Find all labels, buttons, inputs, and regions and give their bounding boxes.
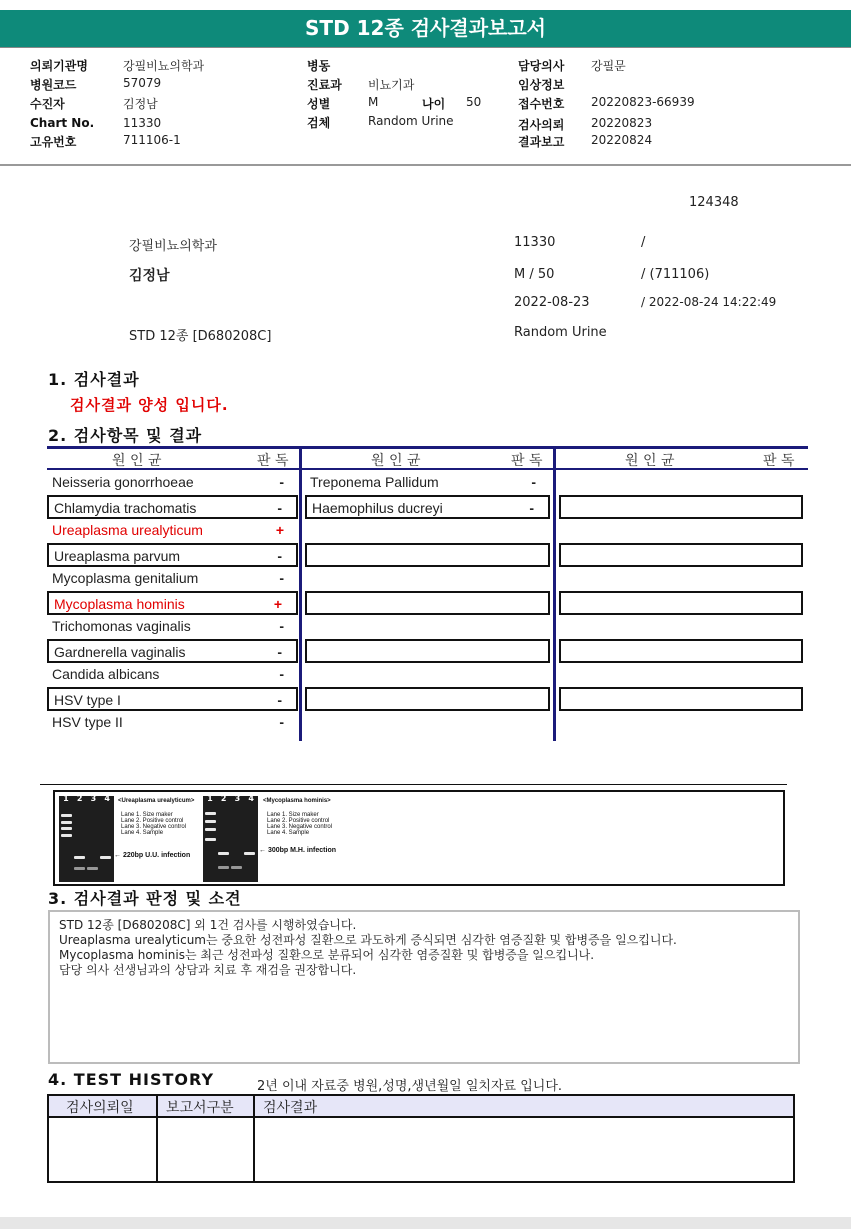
patient-label: 수진자 [30,97,65,111]
gel-legend-line: Lane 3. Negative control [267,824,333,830]
summary-chart-no: 11330 [514,235,556,250]
table-divider-2 [553,446,556,741]
lane-numbers [203,794,258,803]
pathogen-result: - [277,500,282,516]
col-header-pathogen: 원 인 균 [371,453,421,469]
lane-number: 4 [248,794,254,803]
empty-row [305,639,550,663]
summary-request-date: 2022-08-23 [514,295,590,310]
positive-band [74,856,85,859]
chart-no-value: 11330 [123,116,162,130]
col-header-result: 판 독 [257,453,289,469]
sex-value: M [368,95,379,109]
pathogen-row [47,567,298,591]
receipt-no-value: 20220823-66939 [591,95,695,109]
col-header-result: 판 독 [763,453,795,469]
history-table [47,1094,795,1183]
summary-patient: 김정남 [129,268,170,284]
ladder-band [205,828,216,831]
pathogen-row [47,543,298,567]
col-header-result: 판 독 [511,453,543,469]
summary-separator: / [641,235,646,250]
empty-row [559,639,803,663]
ladder-band [61,827,72,830]
pathogen-result: + [273,596,282,612]
empty-row [559,495,803,519]
items-section-title: 2. 검사항목 및 결과 [48,426,203,445]
pathogen-result: + [275,522,284,538]
lane-number: 4 [104,794,110,803]
pathogen-row-positive [47,591,298,615]
report-code: 124348 [689,195,739,210]
specimen-value: Random Urine [368,114,454,128]
opinion-line: Mycoplasma hominis는 최근 성전파성 질환으로 분류되어 심각한 염증질환 및 합병증을 일으킵니나. [59,948,595,962]
pathogen-row [47,471,298,495]
pathogen-row [47,615,298,639]
empty-row [559,687,803,711]
pathogen-name: Mycoplasma hominis [54,596,185,612]
ladder-band [205,820,216,823]
ladder-band [61,814,72,817]
clinic-value: 강필비뇨의학과 [123,59,205,73]
mh-infection-marker: ← 300bp M.H. infection [259,847,337,854]
pathogen-row-positive [47,519,298,543]
pathogen-result: - [279,714,284,730]
opinion-line: STD 12종 [D680208C] 외 1건 검사를 시행하였습니다. [59,918,357,932]
opinion-line: 담당 의사 선생님과의 상담과 치료 후 재검을 권장합니다. [59,963,357,977]
table-divider-1 [299,446,302,741]
summary-clinic: 강필비뇨의학과 [129,239,217,254]
pathogen-result: - [277,692,282,708]
lane-number: 2 [76,794,83,803]
pathogen-row [47,663,298,687]
doctor-label: 담당의사 [518,59,565,73]
uu-gel-title: <Ureaplasma urealyticum> [118,798,195,804]
history-col-request-date: 검사의뢰일 [66,1100,134,1116]
primer-band [74,867,85,870]
opinion-box [48,910,800,1064]
age-label: 나이 [422,97,446,111]
header-divider-top [0,47,851,48]
history-table-header [49,1096,793,1118]
primer-band [218,866,229,869]
dept-label: 진료과 [307,78,342,92]
history-col-result: 검사결과 [263,1100,318,1116]
mh-gel-photo [203,796,258,882]
pathogen-row [47,495,298,519]
age-value: 50 [466,95,482,109]
pathogen-row [47,639,298,663]
empty-row [305,591,550,615]
pathogen-result: - [529,500,534,516]
pathogen-name: Chlamydia trachomatis [54,500,197,516]
report-date-label: 결과보고 [518,135,565,149]
pathogen-result: - [279,666,284,682]
sex-label: 성별 [307,97,331,111]
ladder-band [205,812,216,815]
request-date-label: 검사의뢰 [518,118,565,132]
gel-legend-line: Lane 4. Sample [121,830,164,836]
mh-gel-title: <Mycoplasma hominis> [263,798,331,804]
history-col-report-type: 보고서구분 [166,1100,234,1116]
gel-image [53,790,785,886]
summary-test-name: STD 12종 [D680208C] [129,329,272,344]
pathogen-name: Neisseria gonorrhoeae [52,474,194,490]
doctor-value: 강필문 [591,59,626,73]
lane-number: 1 [207,794,213,803]
history-col-divider [156,1096,158,1181]
unique-no-value: 711106-1 [123,133,181,147]
history-col-divider [253,1096,255,1181]
history-section-title: 4. TEST HISTORY [48,1070,215,1089]
empty-row [559,543,803,567]
pathogen-name: Candida albicans [52,666,160,682]
pathogen-name: Ureaplasma urealyticum [52,522,203,538]
gel-legend-line: Lane 4. Sample [267,830,310,836]
pathogen-name: Gardnerella vaginalis [54,644,186,660]
sample-band [100,856,111,859]
pathogen-result: - [279,474,284,490]
positive-band [218,852,229,855]
lane-number: 3 [90,794,97,803]
history-note: 2년 이내 자료중 병원,성명,생년월일 일치자료 입니다. [257,1079,563,1094]
uu-infection-marker: ← 220bp U.U. infection [114,852,191,859]
pathogen-name: Ureaplasma parvum [54,548,181,564]
col-header-pathogen: 원 인 균 [112,453,162,469]
patient-value: 김정남 [123,97,158,111]
gel-legend-line: Lane 3. Negative control [121,824,187,830]
pathogen-row [305,495,550,519]
pathogen-row [305,471,550,495]
primer-band [231,866,242,869]
empty-row [305,543,550,567]
lane-number: 2 [220,794,227,803]
pathogen-name: Trichomonas vaginalis [52,618,191,634]
table-top-rule [47,446,808,449]
report-date-value: 20220824 [591,133,653,147]
gel-legend-line: Lane 2. Positive control [121,818,184,824]
pathogen-name: Haemophilus ducreyi [312,500,443,516]
summary-birth: / (711106) [641,267,710,282]
footer-bar [0,1217,851,1229]
pathogen-name: Treponema Pallidum [310,474,439,490]
summary-sex-age: M / 50 [514,267,555,282]
hospital-code-value: 57079 [123,76,162,90]
pathogen-name: Mycoplasma genitalium [52,570,199,586]
hospital-code-label: 병원코드 [30,78,77,92]
pathogen-result: - [277,644,282,660]
summary-specimen: Random Urine [514,325,607,340]
pathogen-name: HSV type II [52,714,123,730]
primer-band [87,867,98,870]
pathogen-result: - [279,570,284,586]
sample-band [244,852,255,855]
uu-gel-photo [59,796,114,882]
request-date-value: 20220823 [591,116,653,130]
gel-legend-line: Lane 1. Size maker [121,812,173,818]
clinic-label: 의뢰기관명 [30,59,88,73]
unique-no-label: 고유번호 [30,135,77,149]
pathogen-result: - [279,618,284,634]
ladder-band [205,838,216,841]
summary-report-datetime: / 2022-08-24 14:22:49 [641,295,777,309]
gel-legend-line: Lane 1. Size maker [267,812,319,818]
col-header-pathogen: 원 인 균 [625,453,675,469]
result-section-title: 1. 검사결과 [48,370,140,389]
chart-no-label: Chart No. [30,116,95,130]
dept-value: 비뇨기과 [368,78,415,92]
ladder-band [61,834,72,837]
positive-result-note: 검사결과 양성 입니다. [70,396,229,414]
receipt-no-label: 접수번호 [518,97,565,111]
lane-numbers [59,794,114,803]
pathogen-row [47,711,298,735]
opinion-section-title: 3. 검사결과 판정 및 소견 [48,889,242,908]
pathogen-name: HSV type I [54,692,121,708]
lane-number: 3 [234,794,241,803]
header-divider-bottom [0,164,851,166]
ladder-band [61,821,72,824]
gel-legend-line: Lane 2. Positive control [267,818,330,824]
empty-row [305,687,550,711]
lane-number: 1 [63,794,69,803]
report-title: STD 12종 검사결과보고서 [0,10,851,47]
specimen-label: 검체 [307,116,331,130]
opinion-line: Ureaplasma urealyticum는 중요한 성전파성 질환으로 과도하게 증식되면 심각한 염증질환 및 합병증을 일으킵니다. [59,933,677,947]
pathogen-result: - [531,474,536,490]
gel-top-rule [40,784,787,785]
ward-label: 병동 [307,59,331,73]
pathogen-result: - [277,548,282,564]
empty-row [559,591,803,615]
clinical-info-label: 임상정보 [518,78,565,92]
pathogen-row [47,687,298,711]
